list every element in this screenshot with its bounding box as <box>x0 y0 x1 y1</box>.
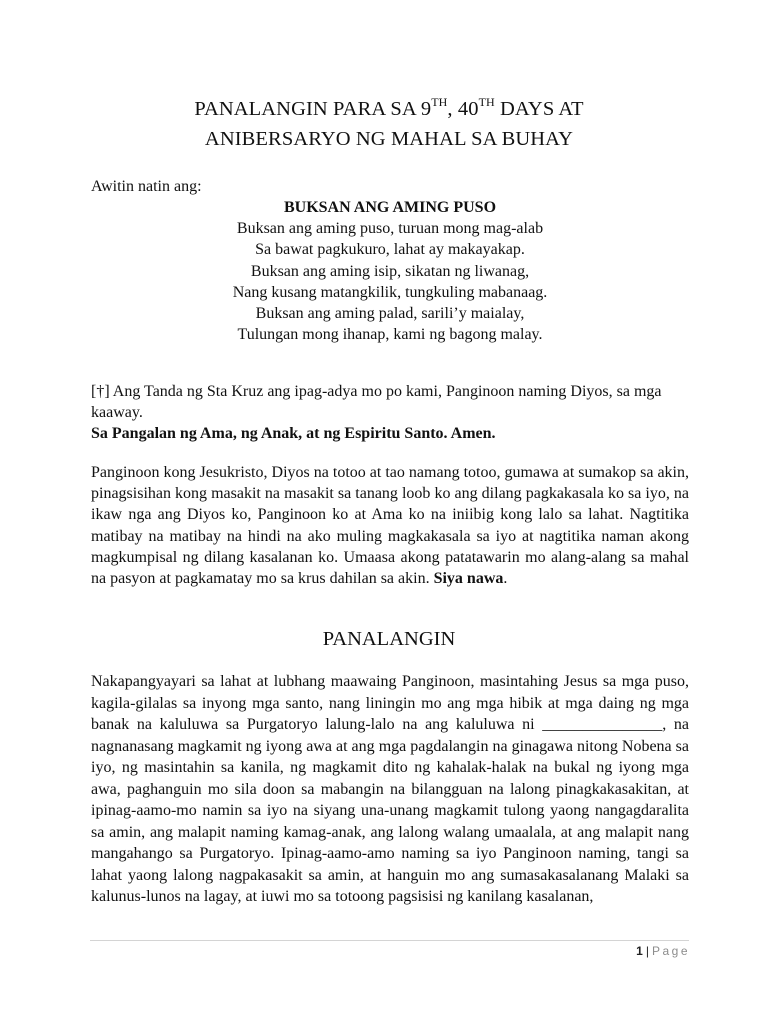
song-line: Nang kusang matangkilik, tungkuling mabanaag. <box>232 283 548 301</box>
song-line: Buksan ang aming isip, sikatan ng liwanag, <box>250 262 530 280</box>
section-heading: PANALANGIN <box>322 628 456 650</box>
sign-of-the-cross: [†] Ang Tanda ng Sta Kruz ang ipag-adya mo po kami, Panginoon naming Diyos, sa mga kaaway. <box>91 383 662 422</box>
page-label: Page <box>651 944 690 958</box>
footer-divider <box>90 940 689 941</box>
footer-separator: | <box>645 944 649 958</box>
page-footer <box>636 942 690 960</box>
act-of-contrition-text: Panginoon kong Jesukristo, Diyos na totoo at tao namang totoo, gumawa at sumakop sa akin, pinagsisihan kong masakit na masakit sa tanang loob ko ang dilang pagkakasala ko sa iyo, na ikaw nga ang Diyos ko, Panginoon ko at Ama ko na iniibig kong lalo sa lahat. Nagtitika matibay na matibay na hindi na ako muling magkakasala sa iyo at nagtitika naman akong magkumpisal ng dilang kasalanan ko. Umaasa akong patatawarin mo alang-alang sa mahal na pasyon at pagkamatay mo sa krus dahilan sa akin. <box>91 464 689 588</box>
prayer-paragraph: Nakapangyayari sa lahat at lubhang maawaing Panginoon, masintahing Jesus sa mga puso, kagila-gilalas sa inyong mga santo, nang liningin mo ang mga hibik at mga daing ng mga banak na kaluluwa sa Purgatoryo lalung-lalo na ang kaluluwa ni _______________, na nagnanasang magkamit ng iyong awa at ang mga pagdalangin na ginagawa nitong Nobena sa iyo, ng masintahin sa kanila, ng magkamit dito ng kahalak-halak na bukal ng iyong mga awa, paghanguin mo sila doon sa mabangin na bilangguan na lalong pinagkakasakitan, at ipinag-aamo-mo namin sa iyo na siyang una-unang magkamit tulong yaong nangagdaralita sa amin, ang malapit naming kamag-anak, ang lalong walang umaalala, at ang malapit nang mangahango sa Purgatoryo. Ipinag-aamo-amo naming sa iyo Panginoon naming, tangi sa lahat yaong lalong nagpakasakit sa amin, at hanguin mo ang sumasakasalanang Malaki sa kalunus-lunos na lagay, at iuwi mo sa totoong pagsisisi ng kanilang kasalanan, <box>91 673 689 905</box>
trinity-invocation: Sa Pangalan ng Ama, ng Anak, at ng Espiritu Santo. Amen. <box>91 425 496 442</box>
song-line: Buksan ang aming puso, turuan mong mag-alab <box>236 220 544 238</box>
song-block <box>91 197 689 345</box>
page-number: 1 <box>636 944 643 958</box>
closing-period: . <box>503 570 508 588</box>
song-intro: Awitin natin ang: <box>91 178 202 195</box>
document-title <box>90 94 688 154</box>
song-title: BUKSAN ANG AMING PUSO <box>283 199 497 216</box>
act-of-contrition <box>91 462 689 589</box>
song-line: Sa bawat pagkukuro, lahat ay makayakap. <box>255 241 525 259</box>
closing-phrase: Siya nawa <box>433 570 504 588</box>
title-line1: PANALANGIN PARA SA 9TH, 40TH DAYS AT <box>194 95 584 120</box>
song-line: Tulungan mong ihanap, kami ng bagong malay. <box>237 326 543 344</box>
title-line2: ANIBERSARYO NG MAHAL SA BUHAY <box>204 128 574 150</box>
song-line: Buksan ang aming palad, sarili’y maialay, <box>255 305 525 323</box>
